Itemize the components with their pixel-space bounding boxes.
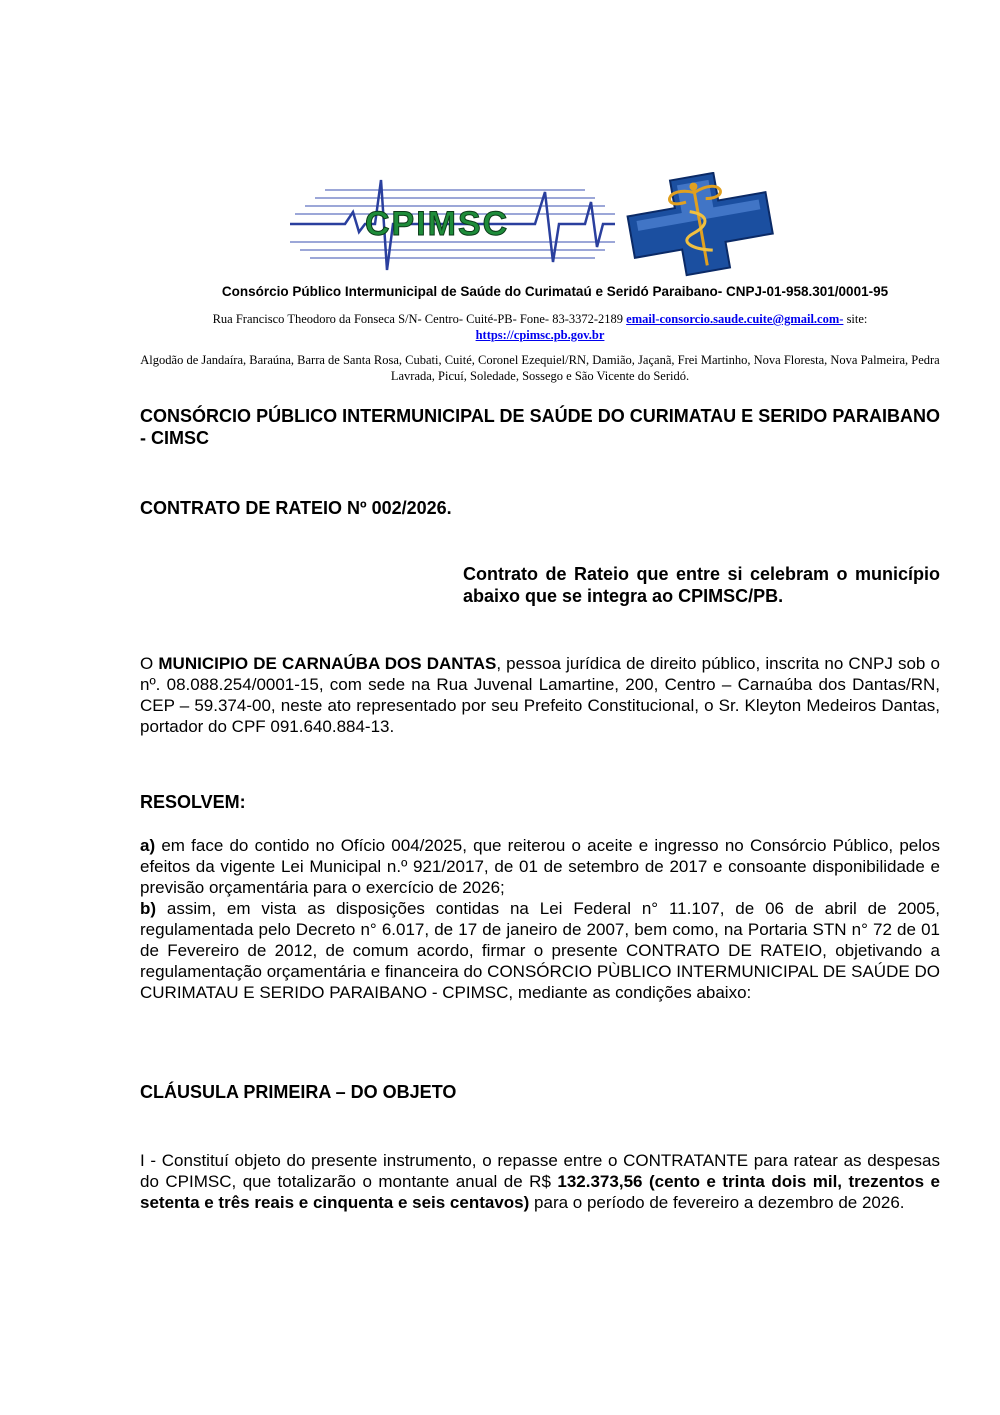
- resolvem-heading: RESOLVEM:: [140, 792, 246, 812]
- clause1-period: para o período de fevereiro a dezembro de 2026.: [529, 1193, 905, 1212]
- site-link[interactable]: https://cpimsc.pb.gov.br: [475, 328, 605, 342]
- resolutions: [140, 835, 940, 1003]
- party-prefix: O: [140, 654, 159, 673]
- item-a: [140, 835, 940, 898]
- party-details: , pessoa jurídica de direito público, inscrita no CNPJ sob o nº. 08.088.254/0001-15, com sede na Rua Juvenal Lamartine, 200, Centro – Carnaúba dos Dantas/RN, CEP – 59.374-00, neste ato representado por seu Prefeito Constitucional, o Sr. Kleyton Medeiros Dantas, portador do CPF 091.640.884-13.: [140, 654, 940, 736]
- cpimsc-logo: [285, 172, 800, 277]
- item-a-text: em face do contido no Ofício 004/2025, que reiterou o aceite e ingresso no Consórcio Público, pelos efeitos da vigente Lei Municipal n.º 921/2017, de 01 de setembro de 2017 e consoante disponibilidade e previsão orçamentária para o exercício de 2026;: [140, 836, 940, 897]
- email-link[interactable]: email-consorcio.saude.cuite@gmail.com-: [626, 312, 844, 326]
- header-organization-line: Consórcio Público Intermunicipal de Saúde do Curimataú e Seridó Paraibano- CNPJ-01-958.301/0001-95: [221, 284, 889, 299]
- item-a-label: a): [140, 836, 156, 855]
- medical-cross-icon: [623, 172, 778, 277]
- clause1-text: I - Constituí objeto do presente instrumento, o repasse entre o CONTRATANTE para ratear as despesas do CPIMSC, que totalizarão o montante anual de R$: [140, 1151, 940, 1191]
- contract-summary: Contrato de Rateio que entre si celebram o município abaixo que se integra ao CPIMSC/PB.: [463, 564, 940, 606]
- item-b-label: b): [140, 899, 157, 918]
- header-address: Rua Francisco Theodoro da Fonseca S/N- Centro- Cuité-PB- Fone- 83-3372-2189: [212, 312, 627, 326]
- logo-text: CPIMSC: [365, 205, 510, 243]
- party-paragraph: [140, 653, 940, 737]
- item-b-text: assim, em vista as disposições contidas na Lei Federal n° 11.107, de 06 de abril de 2005, regulamentada pelo Decreto n° 6.017, de 17 de janeiro de 2007, bem como, na Portaria STN n° 72 de 01 de Fevereiro de 2012, de comum acordo, firmar o presente CONTRATO DE RATEIO, objetivando a regulamentação orçamentária e financeira do CONSÓRCIO PÙBLICO INTERMUNICIPAL DE SAÚDE DO CURIMATAU E SERIDO PARAIBANO - CPIMSC, mediante as condições abaixo:: [140, 899, 940, 1002]
- contract-title: CONTRATO DE RATEIO Nº 002/2026.: [140, 498, 452, 518]
- consortium-title: CONSÓRCIO PÚBLICO INTERMUNICIPAL DE SAÚDE DO CURIMATAU E SERIDO PARAIBANO - CIMSC: [140, 406, 940, 448]
- site-label: site:: [843, 312, 868, 326]
- clause1-paragraph: [140, 1150, 940, 1213]
- clause1-amount: 132.373,56 (cento e trinta dois mil, trezentos e setenta e três reais e cinquenta e seis centavos): [140, 1172, 941, 1212]
- header-municipalities: Algodão de Jandaíra, Baraúna, Barra de Santa Rosa, Cubati, Cuité, Coronel Ezequiel/RN, Damião, Jaçanã, Frei Martinho, Nova Floresta, Nova Palmeira, Pedra Lavrada, Picuí, Soledade, Sossego e São Vicente do Seridó.: [140, 353, 940, 383]
- party-name: MUNICIPIO DE CARNAÚBA DOS DANTAS: [158, 654, 497, 673]
- item-b: [140, 898, 940, 1003]
- header-address-line: [140, 311, 940, 343]
- cpimsc-logo-graphic: [285, 172, 800, 277]
- clause1-heading: CLÁUSULA PRIMEIRA – DO OBJETO: [140, 1082, 457, 1102]
